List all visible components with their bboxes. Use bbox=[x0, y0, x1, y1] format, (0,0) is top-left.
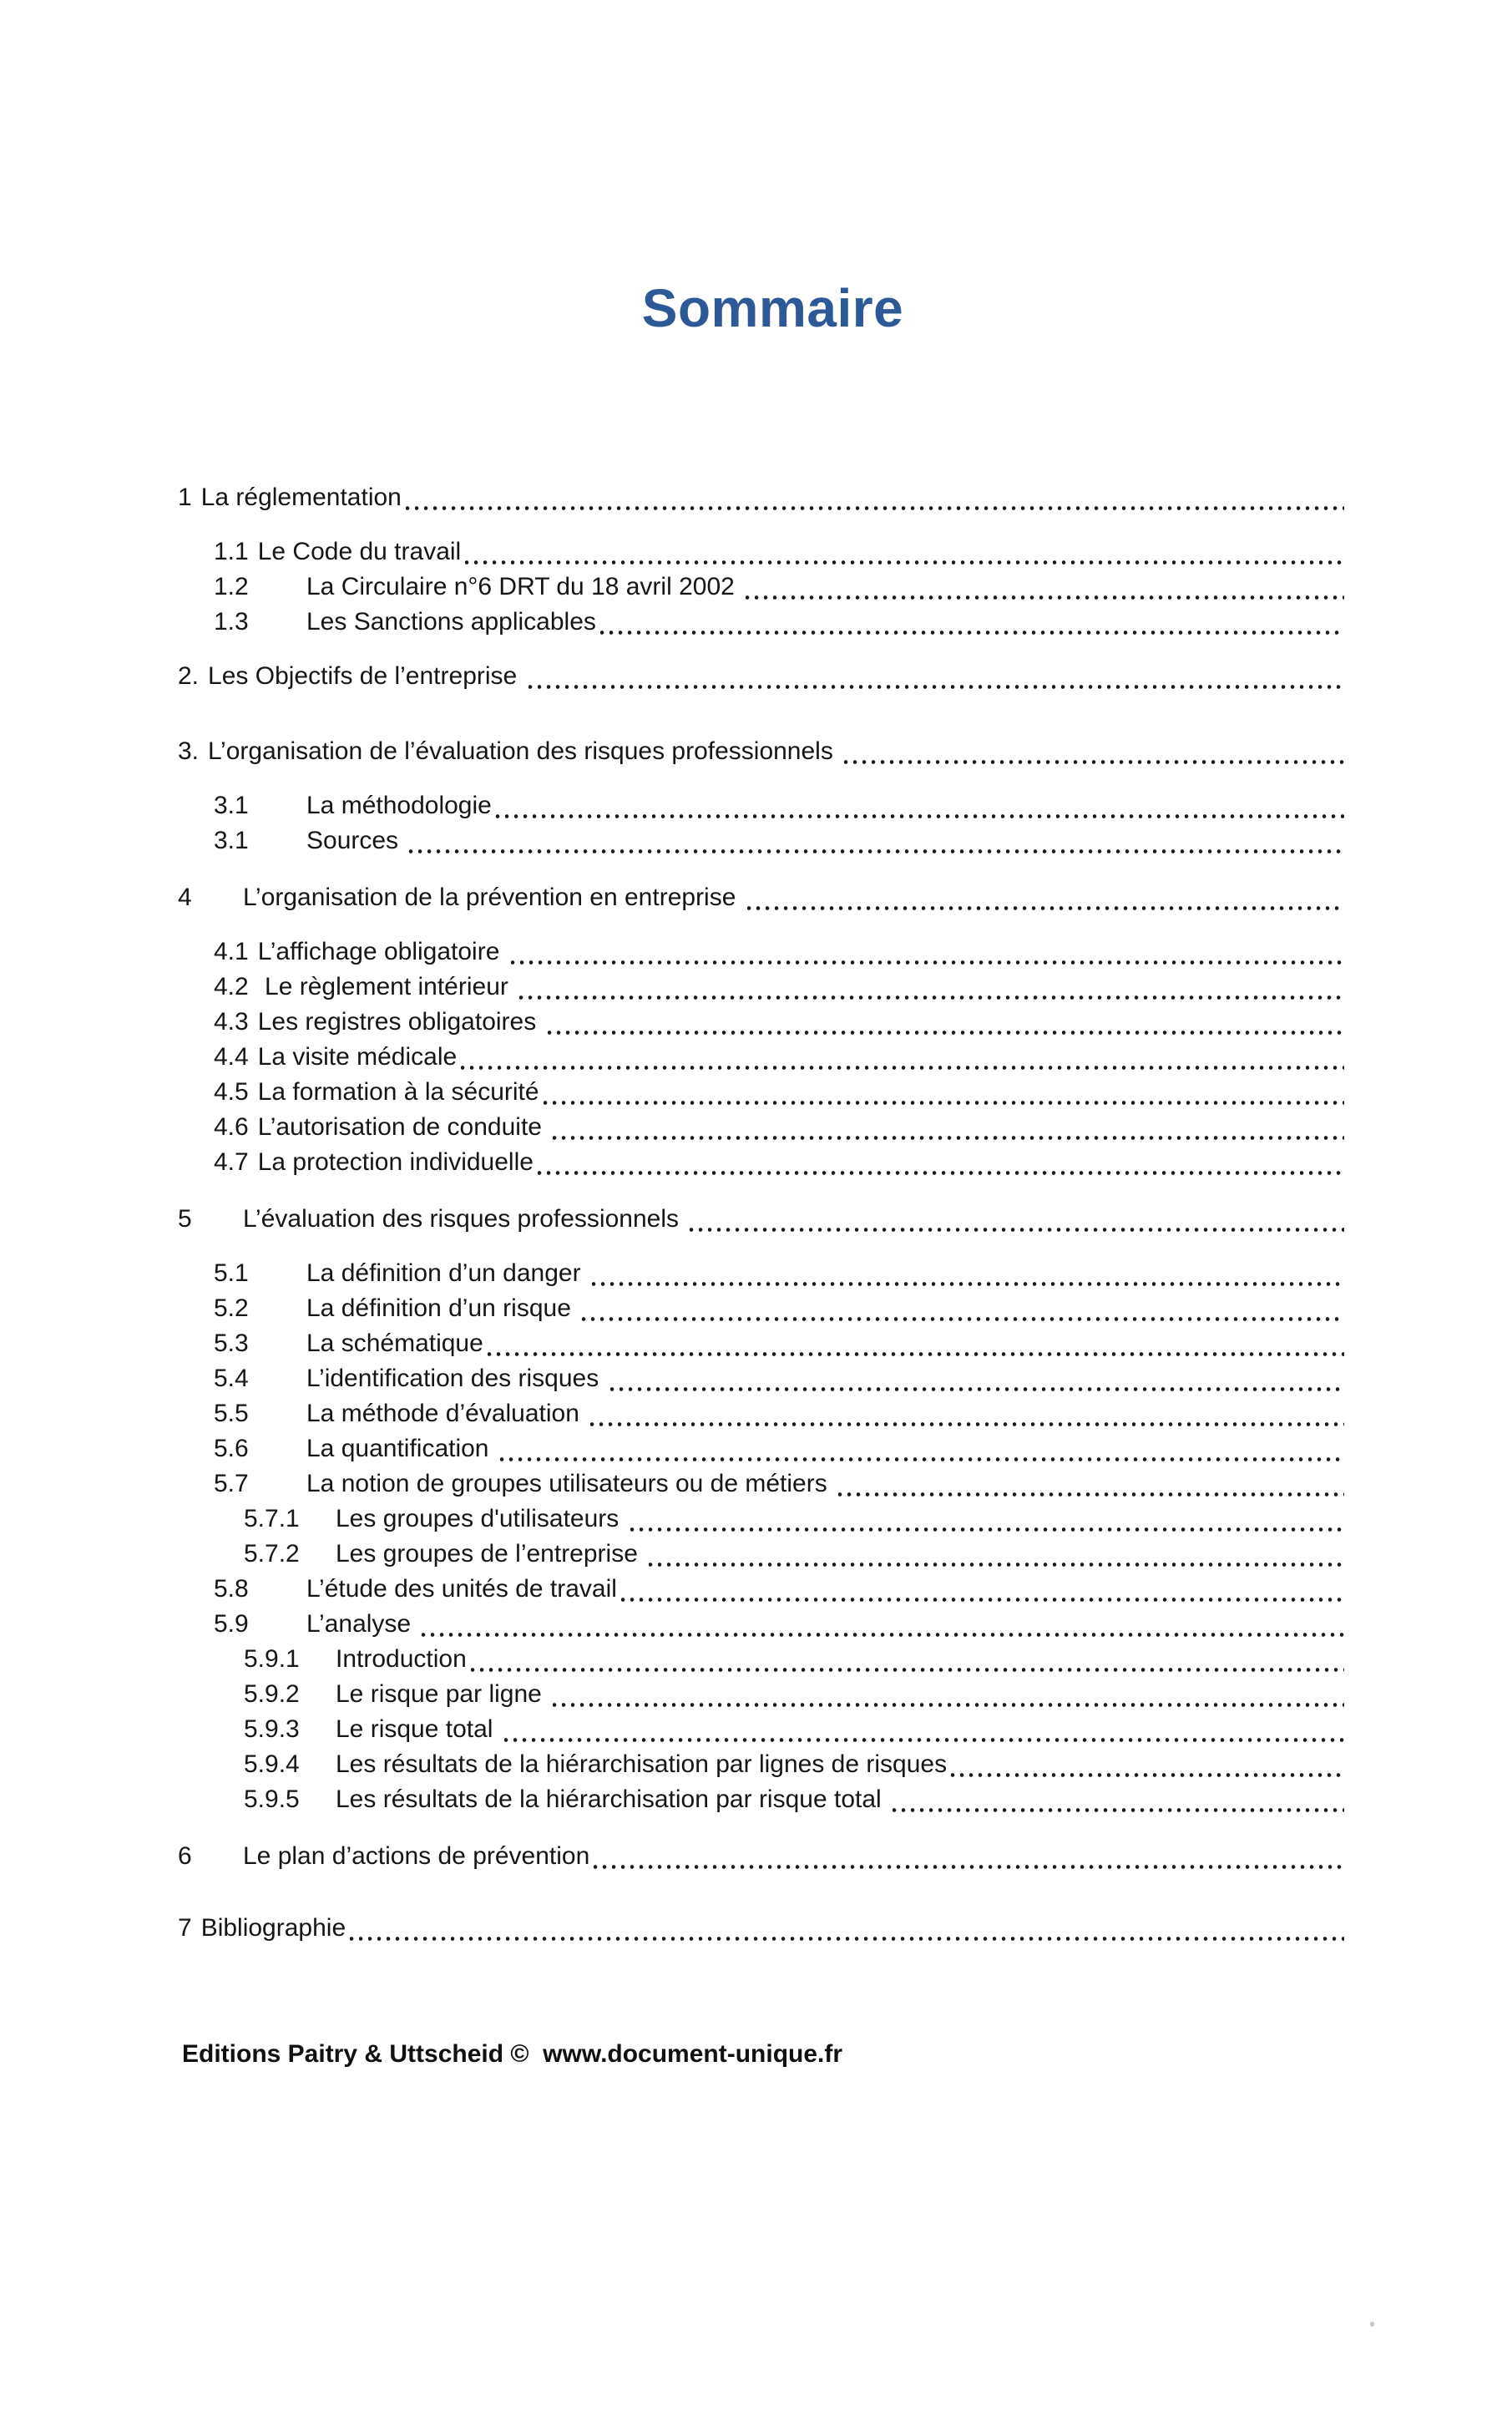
toc-entry-number: 5.5 bbox=[214, 1400, 249, 1427]
toc-dot-leader bbox=[549, 1677, 1344, 1712]
toc-entry-label: Le risque par ligne bbox=[336, 1680, 549, 1708]
toc-entry-5.9.1[interactable] bbox=[0, 1642, 1344, 1677]
toc-entry-label: La méthodologie bbox=[306, 792, 492, 819]
toc-entry-6[interactable] bbox=[0, 1839, 1344, 1874]
toc-entry-5.2[interactable] bbox=[0, 1291, 1344, 1326]
toc-entry-number: 2. bbox=[178, 662, 200, 690]
toc-entry-number: 5.1 bbox=[214, 1259, 249, 1287]
toc-entry-label: L’évaluation des risques professionnels bbox=[243, 1205, 686, 1233]
toc-entry-5.4[interactable] bbox=[0, 1361, 1344, 1396]
toc-dot-leader bbox=[544, 1005, 1344, 1040]
toc-entry-5.7[interactable] bbox=[0, 1466, 1344, 1502]
toc-entry-4.1[interactable] bbox=[0, 934, 1344, 970]
toc-dot-leader bbox=[483, 1326, 1344, 1361]
toc-entry-number: 1.1 bbox=[214, 538, 249, 565]
toc-entry-number: 5.4 bbox=[214, 1365, 249, 1392]
toc-entry-1.2[interactable] bbox=[0, 570, 1344, 605]
toc-entry-5.5[interactable] bbox=[0, 1396, 1344, 1431]
toc-entry-number: 4.5 bbox=[214, 1078, 249, 1106]
toc-entry-number: 5.9.1 bbox=[244, 1645, 300, 1673]
toc-entry-label: La définition d’un danger bbox=[306, 1259, 588, 1287]
toc-entry-number: 7 bbox=[178, 1914, 192, 1942]
toc-entry-label: L’affichage obligatoire bbox=[257, 938, 507, 965]
toc-entry-number: 4.6 bbox=[214, 1113, 249, 1141]
toc-dot-leader bbox=[417, 1607, 1344, 1642]
toc-entry-label: L’organisation de l’évaluation des risques professionnels bbox=[208, 737, 841, 765]
toc-entry-label: L’analyse bbox=[306, 1610, 418, 1638]
toc-entry-label: La formation à la sécurité bbox=[257, 1078, 539, 1106]
toc-dot-leader bbox=[617, 1572, 1344, 1607]
toc-entry-number: 5.7 bbox=[214, 1470, 249, 1497]
toc-entry-number: 4.1 bbox=[214, 938, 249, 965]
toc-entry-label: Les groupes de l’entreprise bbox=[336, 1540, 645, 1568]
toc-dot-leader bbox=[685, 1202, 1344, 1237]
toc-dot-leader bbox=[834, 1466, 1344, 1502]
page-title: Sommaire bbox=[641, 278, 904, 338]
toc-dot-leader bbox=[496, 1431, 1344, 1466]
toc-entry-label: Les Sanctions applicables bbox=[306, 608, 596, 636]
toc-entry-5.9.2[interactable] bbox=[0, 1677, 1344, 1712]
toc-entry-number: 1.2 bbox=[214, 573, 249, 600]
toc-entry-label: La réglementation bbox=[200, 484, 402, 511]
toc-dot-leader bbox=[524, 659, 1344, 694]
toc-entry-number: 5.8 bbox=[214, 1575, 249, 1603]
toc-dot-leader bbox=[549, 1110, 1344, 1145]
toc-entry-3.1[interactable] bbox=[0, 823, 1344, 859]
toc-entry-number: 5.7.1 bbox=[244, 1505, 300, 1532]
toc-entry-4.5[interactable] bbox=[0, 1075, 1344, 1110]
toc-entry-label: Le Code du travail bbox=[257, 538, 462, 565]
toc-dot-leader bbox=[588, 1256, 1344, 1291]
toc-entry-number: 5.9 bbox=[214, 1610, 249, 1638]
toc-entry-7[interactable] bbox=[0, 1911, 1344, 1946]
toc-dot-leader bbox=[578, 1291, 1344, 1326]
toc-entry-4.6[interactable] bbox=[0, 1110, 1344, 1145]
toc-dot-leader bbox=[626, 1502, 1344, 1537]
toc-dot-leader bbox=[533, 1145, 1344, 1180]
toc-entry-label: Introduction bbox=[336, 1645, 467, 1673]
toc-entry-5.8[interactable] bbox=[0, 1572, 1344, 1607]
toc-entry-label: La protection individuelle bbox=[257, 1148, 533, 1176]
toc-entry-5.9.3[interactable] bbox=[0, 1712, 1344, 1747]
toc-entry-4.7[interactable] bbox=[0, 1145, 1344, 1180]
toc-entry-1[interactable] bbox=[0, 480, 1344, 515]
toc-dot-leader bbox=[596, 605, 1344, 640]
toc-dot-leader bbox=[457, 1040, 1344, 1075]
toc-entry-label: Le règlement intérieur bbox=[257, 973, 516, 1000]
toc-entry-label: L’étude des unités de travail bbox=[306, 1575, 617, 1603]
toc-entry-number: 4.3 bbox=[214, 1008, 249, 1036]
toc-entry-number: 3.1 bbox=[214, 792, 249, 819]
toc-entry-label: Le risque total bbox=[336, 1715, 500, 1743]
toc-dot-leader bbox=[840, 734, 1344, 769]
toc-entry-1.3[interactable] bbox=[0, 605, 1344, 640]
toc-entry-5.7.1[interactable] bbox=[0, 1502, 1344, 1537]
toc-dot-leader bbox=[461, 534, 1344, 570]
toc-dot-leader bbox=[645, 1537, 1344, 1572]
toc-entry-label: La visite médicale bbox=[257, 1043, 458, 1071]
toc-entry-5.6[interactable] bbox=[0, 1431, 1344, 1466]
toc-entry-4.4[interactable] bbox=[0, 1040, 1344, 1075]
toc-entry-label: L’identification des risques bbox=[306, 1365, 606, 1392]
toc-dot-leader bbox=[402, 480, 1344, 515]
toc-entry-5.3[interactable] bbox=[0, 1326, 1344, 1361]
toc-entry-label: Les résultats de la hiérarchisation par risque total bbox=[336, 1785, 889, 1813]
toc-entry-number: 5.6 bbox=[214, 1435, 249, 1462]
toc-entry-5.9[interactable] bbox=[0, 1607, 1344, 1642]
toc-entry-number: 5.9.5 bbox=[244, 1785, 300, 1813]
toc-dot-leader bbox=[741, 570, 1344, 605]
toc-entry-5.9.4[interactable] bbox=[0, 1747, 1344, 1782]
toc-entry-label: La définition d’un risque bbox=[306, 1294, 579, 1322]
toc-entry-label: L’autorisation de conduite bbox=[257, 1113, 549, 1141]
toc-dot-leader bbox=[589, 1839, 1344, 1874]
toc-entry-label: La quantification bbox=[306, 1435, 496, 1462]
toc-entry-5[interactable] bbox=[0, 1202, 1344, 1237]
toc-dot-leader bbox=[586, 1396, 1344, 1431]
toc-entry-4[interactable] bbox=[0, 880, 1344, 915]
toc-entry-number: 4.2 bbox=[214, 973, 249, 1000]
toc-entry-4.3[interactable] bbox=[0, 1005, 1344, 1040]
faint-page-artifact-dot bbox=[1370, 2322, 1374, 2327]
toc-dot-leader bbox=[947, 1747, 1344, 1782]
table-of-contents bbox=[0, 480, 1512, 1946]
toc-entry-number: 5.2 bbox=[214, 1294, 249, 1322]
toc-entry-label: La Circulaire n°6 DRT du 18 avril 2002 bbox=[306, 573, 742, 600]
toc-dot-leader bbox=[507, 934, 1344, 970]
toc-entry-label: Le plan d’actions de prévention bbox=[243, 1842, 590, 1870]
toc-entry-label: Bibliographie bbox=[200, 1914, 346, 1942]
toc-dot-leader bbox=[606, 1361, 1344, 1396]
toc-entry-number: 1.3 bbox=[214, 608, 249, 636]
toc-entry-5.7.2[interactable] bbox=[0, 1537, 1344, 1572]
toc-entry-label: La schématique bbox=[306, 1330, 483, 1357]
toc-entry-number: 6 bbox=[178, 1842, 192, 1870]
toc-entry-2.[interactable] bbox=[0, 659, 1344, 694]
toc-entry-number: 5.3 bbox=[214, 1330, 249, 1357]
toc-entry-number: 4.7 bbox=[214, 1148, 249, 1176]
footer-text: Editions Paitry & Uttscheid © www.document-unique.fr bbox=[182, 2040, 843, 2068]
toc-entry-5.1[interactable] bbox=[0, 1256, 1344, 1291]
toc-entry-4.2[interactable] bbox=[0, 970, 1344, 1005]
toc-entry-3.1[interactable] bbox=[0, 788, 1344, 823]
toc-entry-number: 3. bbox=[178, 737, 200, 765]
toc-entry-label: Les résultats de la hiérarchisation par lignes de risques bbox=[336, 1750, 948, 1778]
toc-entry-label: Les Objectifs de l’entreprise bbox=[208, 662, 524, 690]
toc-entry-number: 5 bbox=[178, 1205, 192, 1233]
toc-entry-number: 5.9.4 bbox=[244, 1750, 300, 1778]
toc-dot-leader bbox=[888, 1782, 1344, 1817]
toc-entry-3.[interactable] bbox=[0, 734, 1344, 769]
toc-entry-label: Les registres obligatoires bbox=[257, 1008, 544, 1036]
toc-entry-5.9.5[interactable] bbox=[0, 1782, 1344, 1817]
toc-dot-leader bbox=[539, 1075, 1344, 1110]
toc-entry-number: 3.1 bbox=[214, 827, 249, 854]
toc-dot-leader bbox=[492, 788, 1344, 823]
toc-entry-label: Sources bbox=[306, 827, 406, 854]
toc-dot-leader bbox=[500, 1712, 1344, 1747]
toc-dot-leader bbox=[515, 970, 1344, 1005]
toc-dot-leader bbox=[467, 1642, 1344, 1677]
toc-entry-number: 1 bbox=[178, 484, 192, 511]
toc-entry-number: 5.9.2 bbox=[244, 1680, 300, 1708]
toc-entry-number: 4 bbox=[178, 884, 192, 911]
toc-dot-leader bbox=[743, 880, 1344, 915]
toc-dot-leader bbox=[405, 823, 1344, 859]
toc-entry-number: 5.7.2 bbox=[244, 1540, 300, 1568]
toc-entry-label: La méthode d’évaluation bbox=[306, 1400, 587, 1427]
toc-entry-number: 4.4 bbox=[214, 1043, 249, 1071]
toc-entry-label: Les groupes d'utilisateurs bbox=[336, 1505, 626, 1532]
toc-entry-1.1[interactable] bbox=[0, 534, 1344, 570]
toc-entry-label: La notion de groupes utilisateurs ou de métiers bbox=[306, 1470, 835, 1497]
toc-entry-label: L’organisation de la prévention en entreprise bbox=[243, 884, 743, 911]
toc-entry-number: 5.9.3 bbox=[244, 1715, 300, 1743]
toc-dot-leader bbox=[346, 1911, 1344, 1946]
